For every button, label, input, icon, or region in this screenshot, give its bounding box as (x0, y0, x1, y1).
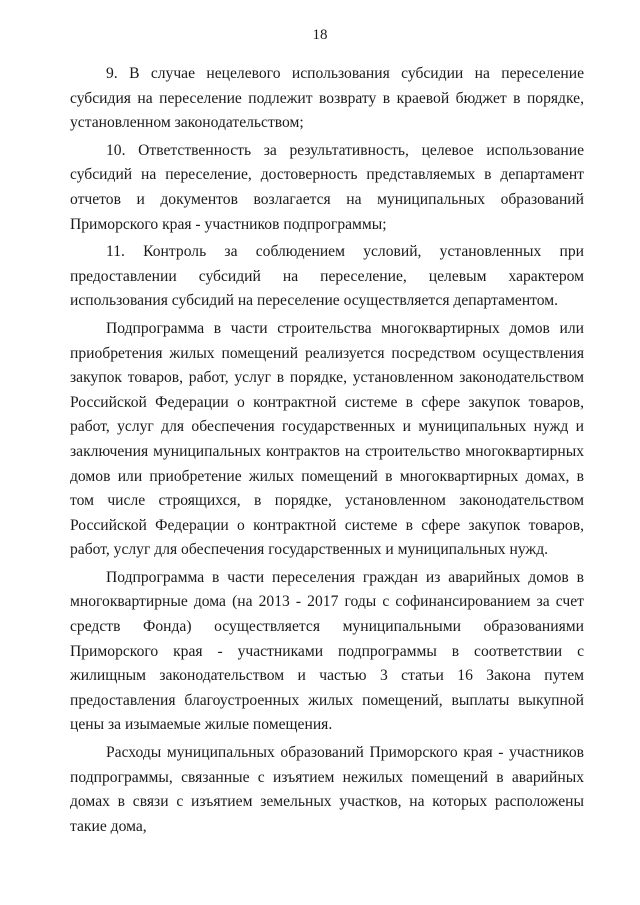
document-body (70, 62, 584, 842)
paragraph-procurement: Подпрограмма в части строительства многоквартирных домов или приобретения жилых помещений реализуется посредством осуществления закупок товаров, работ, услуг в порядке, установленном законодательством Российской Федерации о контрактной системе в сфере закупок товаров, работ, услуг для обеспечения государственных и муниципальных нужд и заключения муниципальных контрактов на строительство многоквартирных домов или приобретение жилых помещений в многоквартирных домах, в том числе строящихся, в порядке, установленном законодательством Российской Федерации о контрактной системе в сфере закупок товаров, работ, услуг для обеспечения государственных и муниципальных нужд. (70, 319, 584, 559)
paragraph-item-11: 11. Контроль за соблюдением условий, установленных при предоставлении субсидий на переселение, целевым характером использования субсидий на переселение осуществляется департаментом. (70, 243, 584, 310)
paragraph-expenses: Расходы муниципальных образований Приморского края - участников подпрограммы, связанные с изъятием нежилых помещений в аварийных домах в связи с изъятием земельных участков, на которых расположены такие дома, (70, 744, 584, 835)
paragraph-item-9: 9. В случае нецелевого использования субсидии на переселение субсидия на переселение подлежит возврату в краевой бюджет в порядке, установленном законодательством; (70, 65, 584, 132)
paragraph-item-10: 10. Ответственность за результативность, целевое использование субсидий на переселение, достоверность представляемых в департамент отчетов и документов возлагается на муниципальных образований Приморского края - участников подпрограммы; (70, 141, 584, 233)
page-number: 18 (312, 27, 328, 43)
paragraph-resettlement: Подпрограмма в части переселения граждан из аварийных домов в многоквартирные дома (на 2013 - 2017 годы с софинансированием за счет средств Фонда) осуществляется муниципальными образованиями Приморского края - участниками подпрограммы в соответствии с жилищным законодательством и частью 3 статьи 16 Закона путем предоставления благоустроенных жилых помещений, выплаты выкупной цены за изымаемые жилые помещения. (70, 568, 584, 734)
